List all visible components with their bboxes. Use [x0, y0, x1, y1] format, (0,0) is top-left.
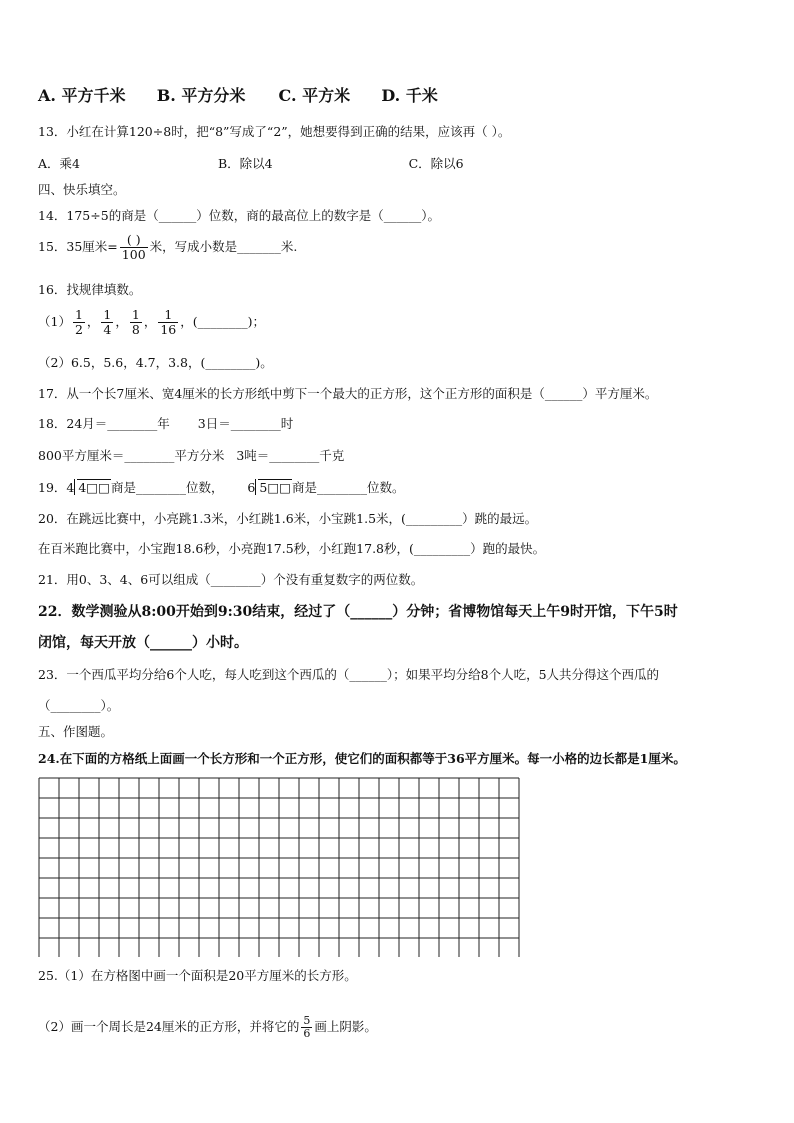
q16-fraction-num: 1	[131, 307, 140, 322]
q25-part2-prefix: （2）画一个周长是24厘米的正方形，并将它的	[38, 1019, 300, 1034]
q16-fraction-num: 1	[164, 307, 173, 322]
q25-fraction-numerator: 5	[303, 1014, 311, 1027]
q13-options	[38, 155, 464, 173]
q15-fraction-numerator: ( )	[126, 232, 141, 247]
q18-line1	[38, 415, 293, 433]
q13-option-b: B．除以4	[217, 156, 273, 171]
q20-line2: 在百米跑比赛中，小宝跑18.6秒，小亮跑17.5秒，小红跑17.8秒，(_________）跑的最快。	[38, 541, 546, 556]
q13-text: 13．小红在计算120÷8时，把“8”写成了“2”，她想要得到正确的结果，应该再（ ）。	[38, 124, 511, 139]
q16-fraction-num: 1	[74, 307, 83, 322]
section-5-heading: 五、作图题。	[38, 724, 114, 739]
q18-line2	[38, 447, 344, 465]
q16-fraction	[130, 308, 142, 337]
q22-line1: 22．数学测验从8:00开始到9:30结束，经过了（______）分钟；省博物馆每天上午9时开馆，下午5时	[38, 604, 678, 620]
q13-option-a: A．乘4	[38, 156, 80, 171]
section-4-heading: 四、快乐填空。	[38, 182, 126, 197]
q25-part1: 25.（1）在方格图中画一个面积是20平方厘米的长方形。	[38, 968, 357, 983]
q16-fraction-den: 2	[74, 322, 83, 337]
q16-fraction-den: 16	[160, 322, 177, 337]
q19-dividend-1: 4□□	[78, 480, 110, 495]
q15-fraction-denominator: 100	[121, 247, 146, 262]
q15-fraction	[120, 233, 148, 262]
q16-fraction	[73, 308, 85, 337]
q18-part-a: 18．24月＝________年	[38, 416, 170, 431]
q16-fraction-den: 8	[131, 322, 140, 337]
q25-part2	[38, 1015, 377, 1040]
q23-line1: 23．一个西瓜平均分给6个人吃，每人吃到这个西瓜的（______）；如果平均分给8个人吃，5人共分得这个西瓜的	[38, 667, 660, 682]
q24-text: 24.在下面的方格纸上面画一个长方形和一个正方形，使它们的面积都等于36平方厘米。每一小格的边长都是1厘米。	[38, 751, 686, 766]
q20-line1: 20．在跳远比赛中，小亮跳1.3米，小红跳1.6米，小宝跳1.5米，(_________）跳的最远。	[38, 511, 538, 526]
q23-line2: （________）。	[38, 698, 120, 713]
q16-fraction	[101, 308, 113, 337]
q15-suffix: 米，写成小数是_______米.	[149, 239, 298, 254]
q14-text: 14．175÷5的商是（______）位数，商的最高位上的数字是（______）。	[38, 208, 440, 223]
q19-prefix: 19．	[38, 480, 67, 495]
q19-long-division-2	[255, 479, 292, 497]
q12-option-a: A. 平方千米	[38, 86, 126, 105]
q18-part-d: 3吨＝________千克	[236, 448, 345, 463]
q12-option-d: D. 千米	[381, 86, 438, 105]
q15	[38, 233, 297, 262]
q15-prefix: 15．35厘米=	[38, 239, 118, 254]
q12-option-b: B. 平方分米	[156, 86, 246, 105]
q19	[38, 479, 404, 497]
q16-fraction-den: 4	[103, 322, 112, 337]
q16-title: 16．找规律填数。	[38, 282, 142, 297]
q12-option-c: C. 平方米	[278, 86, 351, 105]
q25-fraction	[301, 1015, 312, 1040]
q19-part-2: 商是________位数。	[291, 480, 405, 495]
q22-line2: 闭馆，每天开放（______）小时。	[38, 635, 248, 651]
q16-fraction-num: 1	[103, 307, 112, 322]
q13-option-c: C．除以6	[408, 156, 464, 171]
q19-divisor-1: 4	[66, 480, 75, 495]
q19-long-division-1	[74, 479, 111, 497]
q16-part1: （1） $\frac{1}{2}$ ， $\frac{1}{4}$ ， $\frac{1}{8}$ ， $\frac{1}{16}$ ，(________)；	[38, 307, 266, 337]
q18-part-c: 800平方厘米＝________平方分米	[38, 448, 225, 463]
q19-divisor-2: 6	[247, 480, 256, 495]
q19-dividend-2: 5□□	[259, 480, 291, 495]
q25-part2-suffix: 画上阴影。	[314, 1019, 377, 1034]
q25-fraction-denominator: 6	[303, 1027, 311, 1040]
q21-text: 21．用0、3、4、6可以组成（________）个没有重复数字的两位数。	[38, 572, 424, 587]
q19-part-1: 商是________位数，	[110, 480, 224, 495]
q16-part1-tail: ，(________)；	[180, 314, 266, 329]
q16-fraction	[158, 308, 178, 337]
graph-paper-grid[interactable]	[38, 777, 520, 957]
q17-text: 17．从一个长7厘米、宽4厘米的长方形纸中剪下一个最大的正方形，这个正方形的面积是（______）平方厘米。	[38, 386, 658, 401]
q18-part-b: 3日＝________时	[197, 416, 294, 431]
q16-part1-label: （1）	[38, 314, 71, 329]
q16-part2: （2）6.5，5.6，4.7，3.8，(________)。	[38, 355, 273, 370]
q12-options	[38, 87, 438, 105]
